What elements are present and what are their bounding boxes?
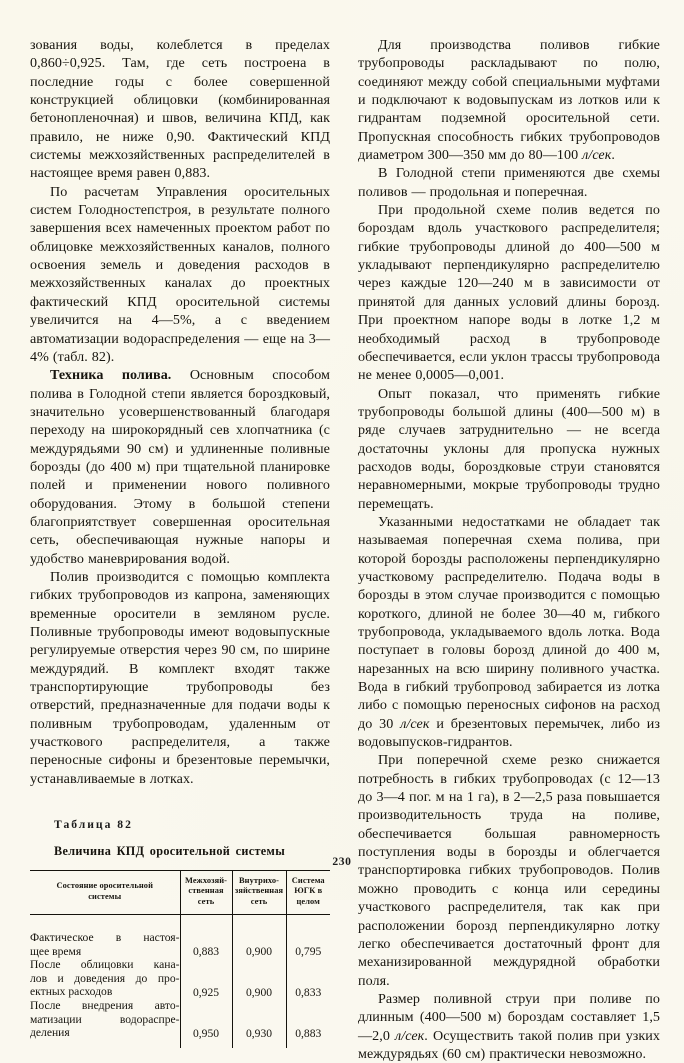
col-header-system-total-line-2: ЮГК в [294, 886, 323, 896]
paragraph-right-5: Указанными недостатками не обладает так называемая поперечная схема полива, при которой борозды расположены перпендикулярно участковому распределителю. Подача воды в борозды в этом случае производится с помощью короткого, длиной не более 30—40 м, гибкого трубопровода, укладываемого вдоль лотка. Вода поступает в головы борозд длиной до 400 м, нарезанных на всю ширину поливного участка. Вода в гибкий трубопровод забирается из лотка либо с помощью переносных сифонов на расход до 30 л/сек и брезентовых перемычек, либо из водовыпусков-гидрантов. [358, 513, 660, 751]
kpd-table [30, 870, 330, 1048]
col-header-interfarm [180, 871, 232, 914]
col-header-interfarm-line-2: ственная [188, 886, 224, 896]
col-header-interfarm-line-1: Межхозяй- [184, 876, 228, 886]
table-row [30, 931, 330, 958]
paragraph-left-3-body: Основным способом полива в Голодной степи является бороздковый, значительно усовершенствованный благодаря переходу на широкорядный сев хлопчатника (с междурядьями 90 см) и удлиненные поливные борозды (до 400 м) при тщательной планировке полей и применении нового поливного оборудования. Этому в большой степени благоприятствует совершенная оросительная сеть, обеспечивающая нужные напоры и удобство маневрирования водой. [30, 367, 330, 567]
col-header-interfarm-line-3: сеть [197, 896, 215, 906]
row-1-value-onfarm: 0,900 [232, 931, 286, 958]
row-3-value-interfarm: 0,950 [180, 999, 232, 1040]
row-label-3 [30, 999, 180, 1040]
row-1-value-interfarm: 0,883 [180, 931, 232, 958]
row-label-3-line-1: После внедрения авто- [30, 998, 180, 1012]
col-header-onfarm-line-2: зяйственная [234, 886, 284, 896]
row-1-value-total: 0,795 [286, 931, 330, 958]
row-label-1-line-1: Фактическое в настоя- [30, 930, 180, 944]
col-header-system-total-line-3: целом [296, 896, 320, 906]
row-label-1 [30, 931, 180, 958]
paragraph-left-2: По расчетам Управления оросительных систем Голодностепстроя, в результате полного завершения всех намеченных проектом работ по облицовке межхозяйственных каналов, полного освоения земель и доведения расходов в межхозяйственных каналах до проектных фактический КПД оросительной системы увеличится на 4—5%, а с введением автоматизации водораспределения — еще на 3—4% (табл. 82). [30, 183, 330, 365]
col-header-state-line-2: системы [88, 891, 122, 901]
paragraph-left-3 [30, 366, 330, 568]
paragraph-right-7: Размер поливной струи при поливе по длинным (400—500 м) бороздам составляет 1,5—2,0 л/сек. Осуществить такой полив при узких междурядьях (60 см) практически невозможно. [358, 990, 661, 1062]
paragraph-right-2: В Голодной степи применяются две схемы поливов — продольная и поперечная. [358, 165, 660, 200]
col-header-state-line-1: Состояние оросительной [56, 881, 154, 891]
row-label-3-line-2: матизации водораспре- [30, 1012, 180, 1026]
paragraph-right-6: При поперечной схеме резко снижается потребность в гибких трубопроводах (с 12—13 до 3—4 пог. м на 1 га), в 2—2,5 раза повышается производительность труда на поливе, обеспечивается большая равномерность поступления воды в борозды и облегчается транспортировка гибких трубопроводов. Полив можно проводить с конца или середины участкового распределителя, так как при расположении борозд перпендикулярно лотку легко обеспечивается достаточный фронт для механизированной междурядной обработки поля. [358, 752, 660, 989]
row-label-2 [30, 958, 180, 999]
table-row [30, 958, 330, 999]
right-column [358, 36, 660, 1063]
table-header-gap [30, 915, 330, 931]
col-header-onfarm [232, 871, 286, 914]
col-header-state [30, 871, 180, 914]
table-row [30, 999, 330, 1040]
left-column [30, 36, 330, 1048]
row-label-3-line-3: деления [30, 1026, 70, 1040]
row-2-value-interfarm: 0,925 [180, 958, 232, 999]
paragraph-left-3-lead: Техника полива. [50, 367, 172, 384]
col-header-onfarm-line-3: сеть [250, 896, 268, 906]
table-number-label: Таблица 82 [54, 818, 133, 832]
row-label-2-line-1: После облицовки кана- [30, 958, 180, 972]
row-label-2-line-2: лов и доведения до про- [30, 971, 180, 985]
table-block [30, 818, 330, 1048]
col-header-system-total-line-1: Система [291, 876, 325, 886]
row-label-1-line-2: щее время [30, 944, 82, 958]
row-label-2-line-3: ектных расходов [30, 985, 113, 999]
row-3-value-onfarm: 0,930 [232, 999, 286, 1040]
row-2-value-total: 0,833 [286, 958, 330, 999]
paragraph-left-4: Полив производится с помощью комплекта гибких трубопроводов из капрона, заменяющих временные оросители в земляном русле. Поливные трубопроводы имеют водовыпускные регулируемые отверстия через 90 см, по ширине междурядий. В комплект входят также транспортирующие трубопроводы без отверстий, предназначенные для подачи воды к поливным трубопроводам, удаленным от участкового распределителя, а также переносные сифоны и брезентовые перемычки, устанавливаемые в лотках. [30, 568, 330, 787]
paragraph-right-3: При продольной схеме полив ведется по бороздам вдоль участкового распределителя; гибкие трубопроводы длиной до 400—500 м укладывают перпендикулярно распределителю через каждые 120—240 м в зависимости от принятой для данных условий длины борозд. При проектном напоре воды в лотке 1,2 м необходимый расход в трубопроводе обеспечивается, если уклон трассы трубопровода не менее 0,0005—0,001. [358, 202, 660, 384]
row-3-value-total: 0,883 [286, 999, 330, 1040]
col-header-onfarm-line-1: Внутрихо- [238, 876, 280, 886]
col-header-system-total [286, 871, 330, 914]
table-title: Величина КПД оросительной системы [54, 844, 286, 859]
row-2-value-onfarm: 0,900 [232, 958, 286, 999]
table-header-row [30, 871, 330, 914]
paragraph-right-4: Опыт показал, что применять гибкие трубопроводы большой длины (400—500 м) в ряде случаев затруднительно — не всегда достаточны уклоны для пропуска нужных расходов воды, бороздковые струи становятся неравномерными, мокрые трубопроводы трудно перемещать. [358, 385, 660, 512]
table-bottom-pad [30, 1040, 330, 1048]
paragraph-right-1: Для производства поливов гибкие трубопроводы раскладывают по полю, соединяют между собой специальными муфтами и подключают к водовыпускам из лотков или к гидрантам подземной оросительной сети. Пропускная способность гибких трубопроводов диаметром 300—350 мм до 80—100 л/сек. [358, 37, 660, 164]
page-number: 230 [332, 855, 352, 868]
paragraph-left-1: зования воды, колеблется в пределах 0,860÷0,925. Там, где сеть построена в последние годы с более совершенной конструкцией облицовки (комбинированная бетонопленочная) и швов, величина КПД, как правило, не ниже 0,90. Фактический КПД системы межхозяйственных распределителей в настоящее время равен 0,883. [30, 37, 330, 182]
